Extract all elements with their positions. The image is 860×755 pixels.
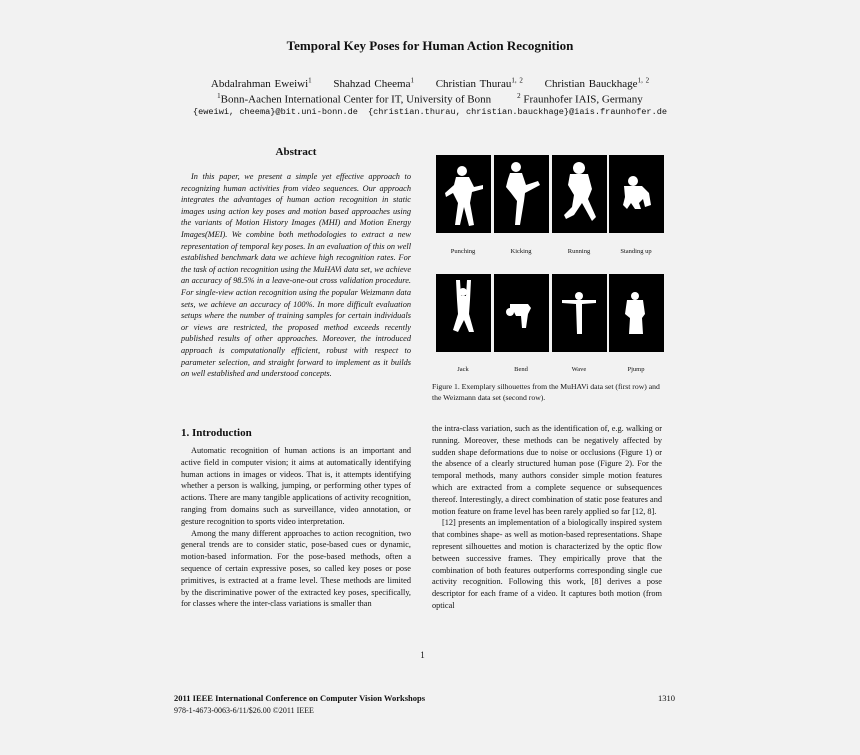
figure-label: Running bbox=[567, 248, 591, 255]
author: Shahzad Cheema$^1$ bbox=[333, 76, 414, 90]
affiliation: Bonn-Aachen International Center for IT, University of Bonn bbox=[220, 93, 492, 106]
silhouette-image bbox=[552, 274, 607, 352]
email: {christian.thurau, christian.bauckhage}@iais.fraunhofer.de bbox=[367, 107, 668, 117]
author-emails bbox=[0, 107, 860, 117]
figure-label: Punching bbox=[450, 248, 476, 255]
author: Christian Bauckhage$^{1, 2}$ bbox=[544, 76, 650, 90]
page-number: 1 bbox=[420, 650, 425, 660]
silhouette-image bbox=[552, 155, 607, 233]
figure-label: Jack bbox=[457, 366, 469, 373]
silhouette-image bbox=[609, 155, 664, 233]
section-heading: 1. Introduction bbox=[181, 427, 252, 439]
silhouette-image bbox=[436, 274, 491, 352]
affiliation: Fraunhofer IAIS, Germany bbox=[523, 93, 643, 106]
figure-caption: Figure 1. Exemplary silhouettes from the MuHAVi data set (first row) and the Weizmann data set (second row). bbox=[432, 382, 660, 402]
paragraph: Among the many different approaches to action recognition, two general trends are to consider static, pose-based cues or dynamic, motion-based information. For the pose-based methods, often a sequence of certain expressive poses, so called key poses or pose primitives, is extracted at a frame level. These methods are limited by the discriminative power of the extracted key poses, specifically, for classes where the inter-class variations is smaller than bbox=[181, 528, 411, 609]
author-list bbox=[0, 76, 860, 90]
paragraph: [12] presents an implementation of a biologically inspired system that combines shape- as well as motion-based representations. Shape represent silhouettes and motion is characterized by the optic flow between successive frames. They empirically prove that the combination of both features outperforms corresponding single cue activity recognition. Following this work, [8] derives a pose descriptor for each frame of a video. It captures both motion (from optical bbox=[432, 518, 662, 610]
footer-isbn: 978-1-4673-0063-6/11/$26.00 ©2011 IEEE bbox=[174, 706, 314, 715]
silhouette-image bbox=[609, 274, 664, 352]
footer-page-number: 1310 bbox=[658, 693, 675, 703]
silhouette-image bbox=[494, 155, 549, 233]
email: {eweiwi, cheema}@bit.uni-bonn.de bbox=[192, 107, 358, 117]
figure-label: Bend bbox=[514, 366, 528, 373]
paragraph: Automatic recognition of human actions is an important and active field in computer vision; it aims at automatically identifying human actions in images or videos. That is, it attempts identifying whether a person is walking, jumping, or performing other types of actions. There are many tangible applications of activity recognition, ranging from domains such as surveillance, video annotation, or gesture recognition to sports video interpretation. bbox=[181, 446, 411, 526]
silhouette-image bbox=[494, 274, 549, 352]
figure-label: Pjump bbox=[627, 366, 645, 373]
paper-title: Temporal Key Poses for Human Action Recognition bbox=[286, 38, 574, 53]
footer-conference: 2011 IEEE International Conference on Computer Vision Workshops bbox=[174, 693, 426, 703]
silhouette-image bbox=[436, 155, 491, 233]
affiliations: $^1$Bonn-Aachen International Center for IT, University of Bonn $^2$ Fraunhofer IAIS, Germany bbox=[217, 92, 643, 106]
paragraph: the intra-class variation, such as the identification of, e.g. walking or running. Moreover, these methods can be negatively affected by sudden shape deformations due to noise or occlusions (Figure 1) or the absence of a clearly structured human pose (Figure 2). For the temporal methods, many authors consider simple motion features which are extracted from a complete sequence or subsequences thereof. Interestingly, a direct combination of static pose features and motion feature on frame level has been rarely applied so far [12, 8]. bbox=[432, 424, 662, 516]
abstract-text: In this paper, we present a simple yet effective approach to recognizing human activities from video sequences. Our approach integrates the advantages of human action recognition in static images using action key poses and motion based approaches using the variants of Motion History Images (MHI) and Motion Energy Images(MEI). We combine both methodologies to extract a new representation of temporal key poses. In an evaluation of this on well established benchmark data we achieve high recognition rates. For the task of action recognition using the MuHAVi data set, we achieve an accuracy of 98.5% in a leave-one-out cross validation procedure. For single-view action recognition using the popular Weizmann data sets, we achieve an accuracy of 100%. In more difficult evaluation setups where the number of training samples for certain individuals or views are restricted, the proposed method exceeds recently published results of other approaches. Moreover, the introduced approach is computationally efficient, robust with respect to parameter selection, and straight forward to implement as it builds on well established and understood concepts. bbox=[181, 172, 411, 379]
right-column-text bbox=[432, 423, 662, 612]
figure-label: Wave bbox=[571, 366, 587, 373]
figure-label: Standing up bbox=[620, 248, 652, 255]
author: Abdalrahman Eweiwi$^1$ bbox=[210, 76, 312, 90]
figure-label: Kicking bbox=[510, 248, 532, 255]
author: Christian Thurau$^{1, 2}$ bbox=[435, 76, 523, 90]
left-column-text bbox=[181, 445, 411, 610]
abstract-heading: Abstract bbox=[275, 146, 317, 158]
